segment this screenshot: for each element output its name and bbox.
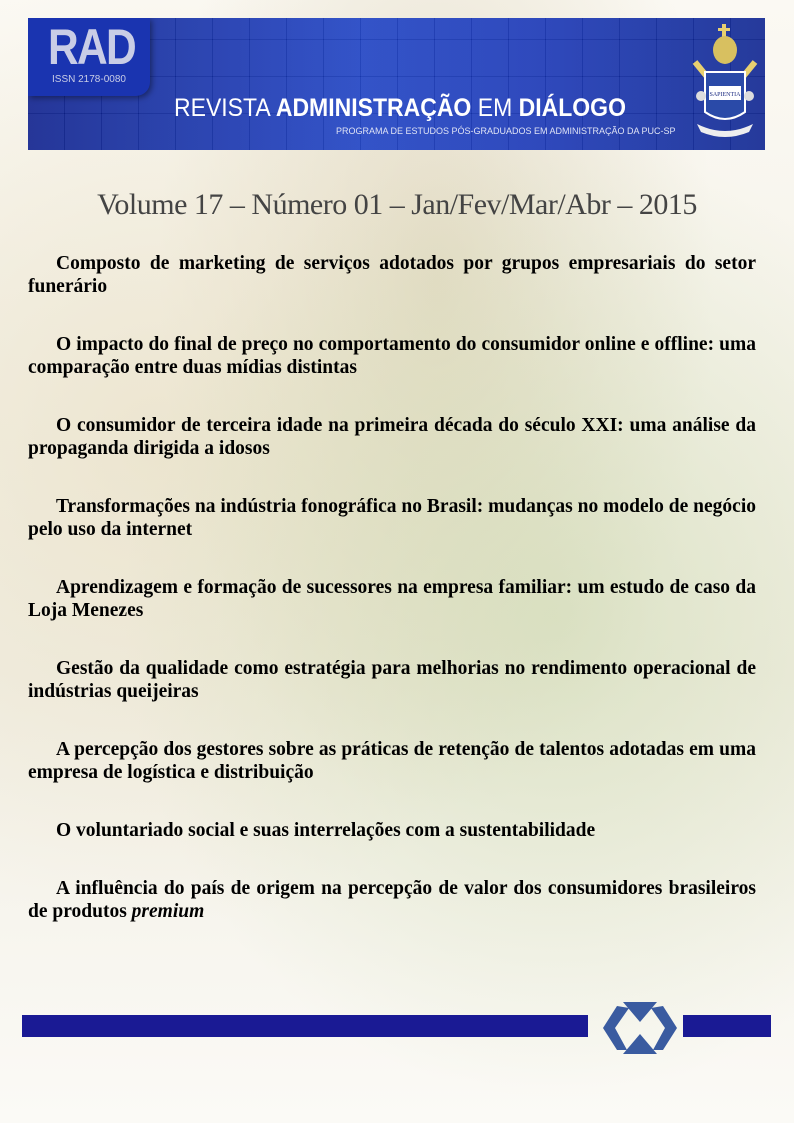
journal-title [174,94,626,123]
journal-header-banner [28,18,765,150]
title-part: EM [471,94,519,122]
diamond-logo-icon [601,1000,679,1056]
footer-bar-right [683,1015,771,1037]
article-title-italic: premium [131,901,205,922]
crest-motto: SAPIENTIA [709,92,741,98]
article-title: Gestão da qualidade como estratégia para melhorias no rendimento operacional de indústrias queijeiras [28,658,756,702]
program-subtitle: PROGRAMA DE ESTUDOS PÓS-GRADUADOS EM ADMINISTRAÇÃO DA PUC-SP [336,126,676,136]
footer-bar-left [22,1015,588,1037]
article-title-text: A influência do país de origem na percepção de valor dos consumidores brasileiros de produtos [28,878,756,922]
article-list [28,252,756,958]
article-title: O voluntariado social e suas interrelações com a sustentabilidade [56,820,596,841]
article-title: O consumidor de terceira idade na primeira década do século XXI: uma análise da propaganda dirigida a idosos [28,415,756,459]
puc-crest-icon [691,24,759,142]
rad-logo [28,18,150,96]
issn: ISSN 2178-0080 [52,74,126,85]
article-title: A percepção dos gestores sobre as práticas de retenção de talentos adotadas em uma empresa de logística e distribuição [28,739,756,783]
article-title: Transformações na indústria fonográfica no Brasil: mudanças no modelo de negócio pelo uso da internet [28,496,756,540]
volume-heading: Volume 17 – Número 01 – Jan/Fev/Mar/Abr – 2015 [97,188,697,221]
article-title [28,877,756,923]
title-part: DIÁLOGO [518,94,626,122]
article-title: Aprendizagem e formação de sucessores na empresa familiar: um estudo de caso da Loja Menezes [28,577,756,621]
title-part: REVISTA [174,94,276,122]
article-title: O impacto do final de preço no comportamento do consumidor online e offline: uma comparação entre duas mídias distintas [28,334,756,378]
title-part: ADMINISTRAÇÃO [275,94,472,122]
rad-logo-text: RAD [48,19,135,75]
article-title: Composto de marketing de serviços adotados por grupos empresariais do setor funerário [28,253,756,297]
